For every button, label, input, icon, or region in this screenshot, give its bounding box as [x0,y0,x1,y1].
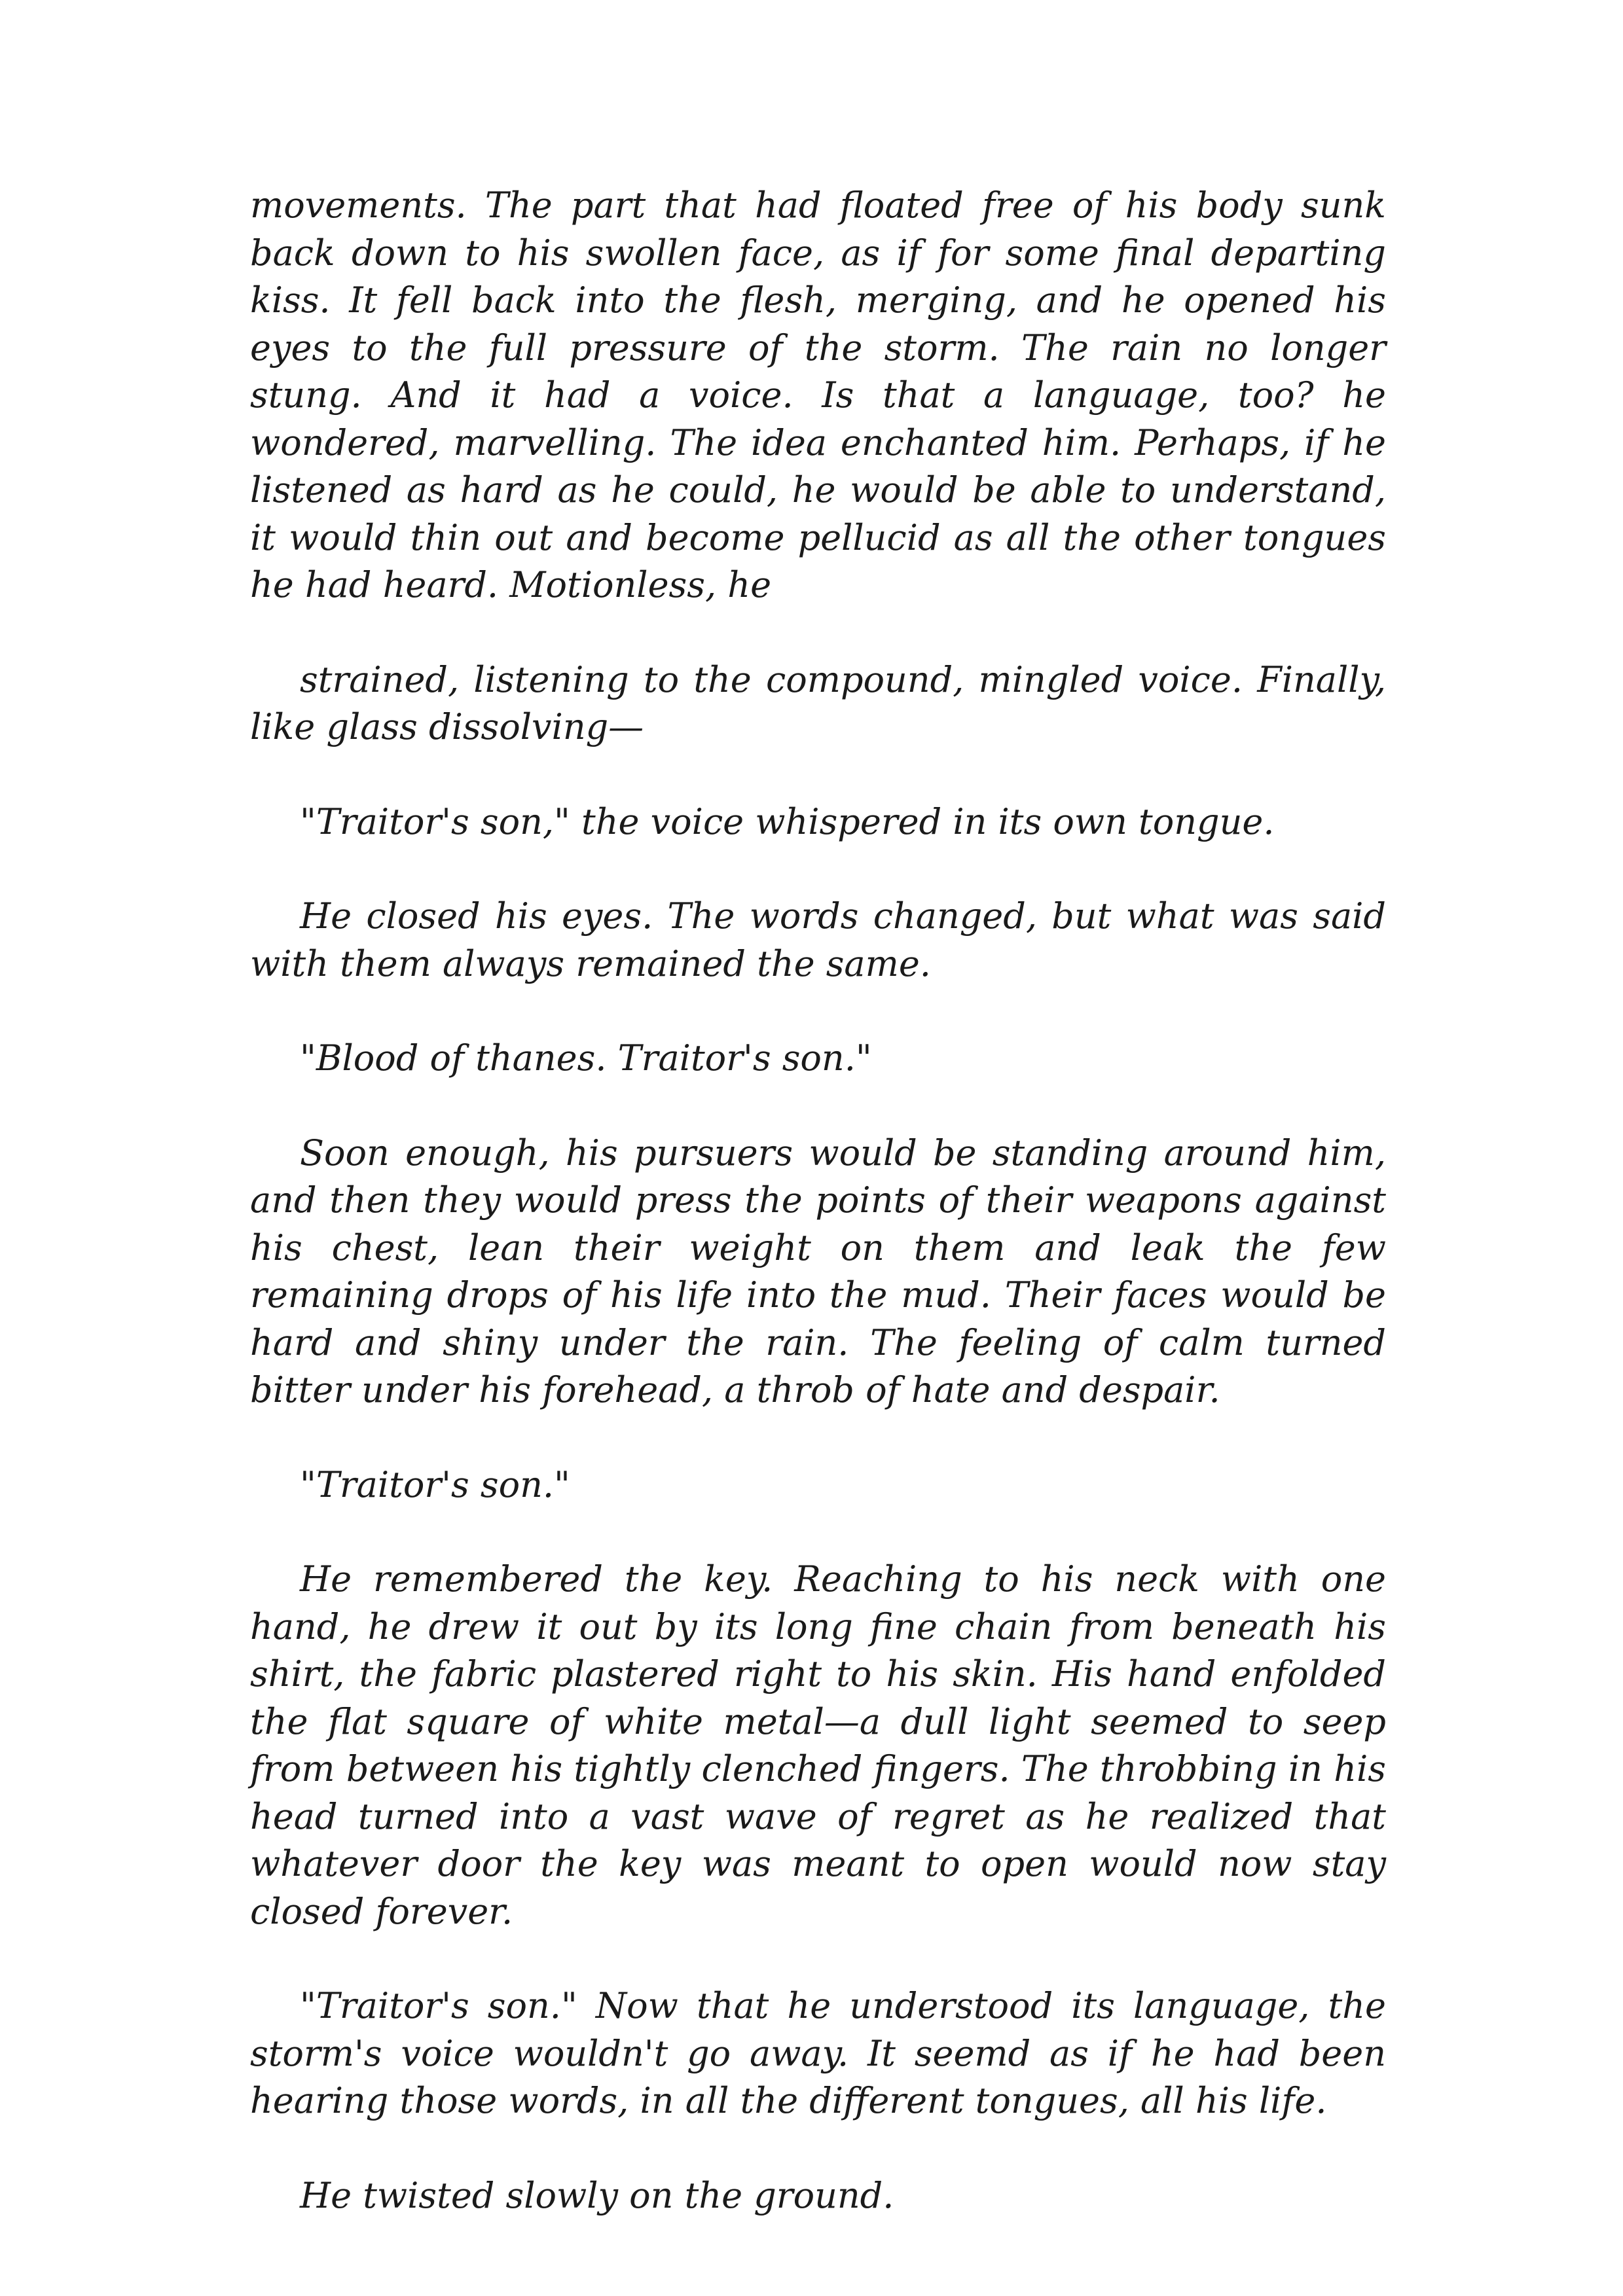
paragraph-3: "Traitor's son," the voice whispered in its own tongue. [300,800,1275,842]
paragraph-7: "Traitor's son." [300,1463,570,1505]
paragraph-5: "Blood of thanes. Traitor's son." [300,1037,872,1079]
body-text [250,182,1386,2267]
paragraph-6: Soon enough, his pursuers would be standing around him, and then they would press the points of their weapons against his chest, lean their weight on them and leak the few remaining drops of his life into the mud. Their faces would be hard and shiny under the rain. The feeling of calm turned bitter under his forehead, a throb of hate and despair. [250,1132,1386,1410]
paragraph-10: He twisted slowly on the ground. [300,2174,894,2216]
paragraph-8: He remembered the key. Reaching to his neck with one hand, he drew it out by its long fine chain from beneath his shirt, the fabric plastered right to his skin. His hand enfolded the flat square of white metal—a dull light seemed to seep from between his tightly clenched fingers. The throbbing in his head turned into a vast wave of regret as he realized that whatever door the key was meant to open would now stay closed forever. [250,1558,1386,1932]
paragraph-1: movements. The part that had floated free of his body sunk back down to his swollen face, as if for some final departing kiss. It fell back into the flesh, merging, and he opened his eyes to the full pressure of the storm. The rain no longer stung. And it had a voice. Is that a language, too? he wondered, marvelling. The idea enchanted him. Perhaps, if he listened as hard as he could, he would be able to understand, it would thin out and become pellucid as all the other tongues he had heard. Motionless, he [250,185,1386,605]
paragraph-9: "Traitor's son." Now that he understood its language, the storm's voice wouldn't go away. It seemd as if he had been hearing those words, in all the different tongues, all his life. [250,1985,1386,2121]
paragraph-2: strained, listening to the compound, mingled voice. Finally, like glass dissolving— [250,658,1386,747]
paragraph-4: He closed his eyes. The words changed, but what was said with them always remained the same. [250,895,1386,984]
